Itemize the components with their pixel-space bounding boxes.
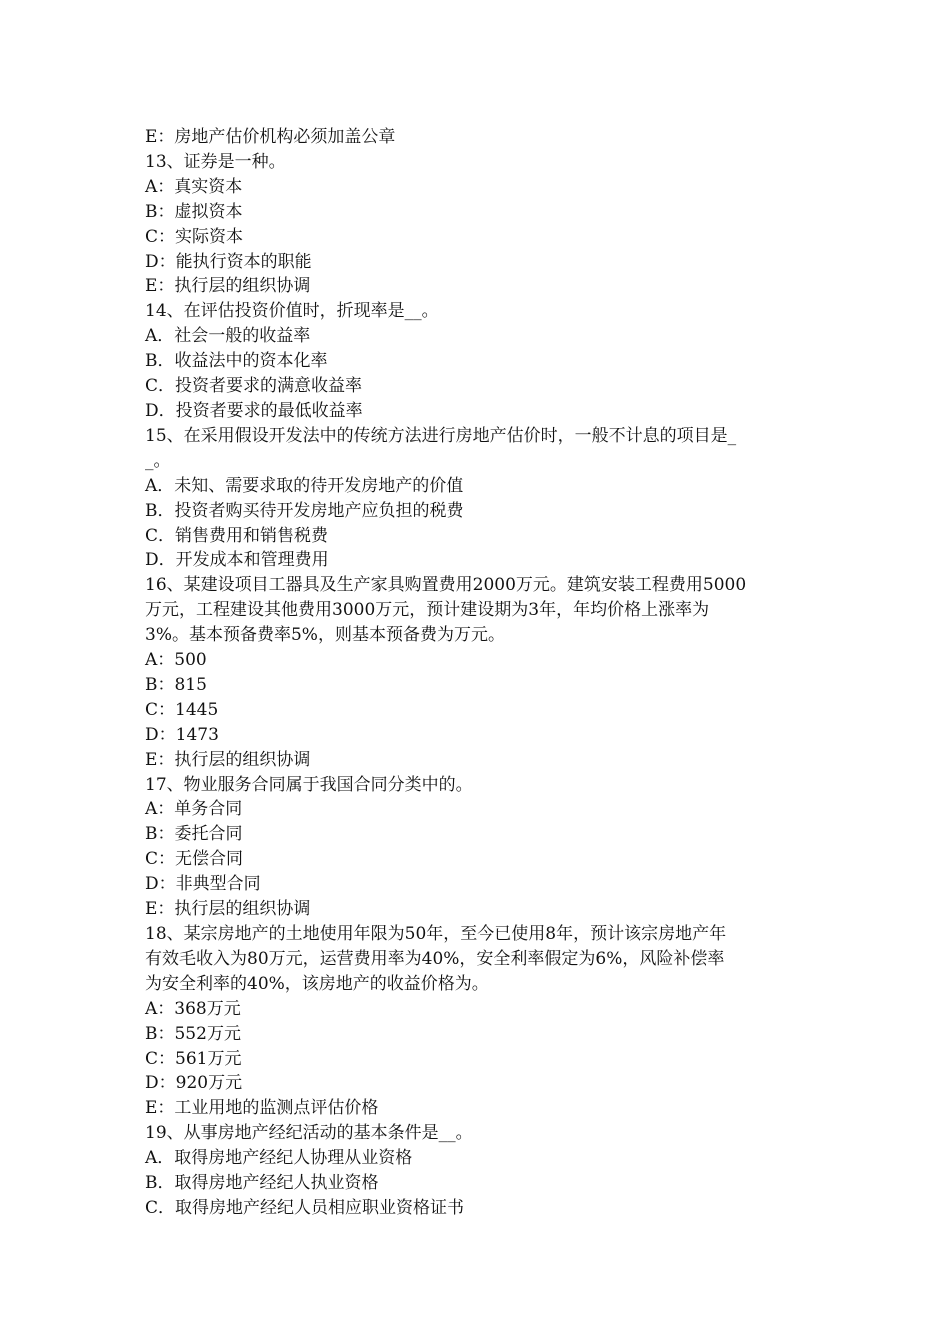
option-line: C：无偿合同 bbox=[145, 849, 244, 870]
question-line: 18、某宗房地产的土地使用年限为50年，至今已使用8年，预计该宗房地产年 bbox=[145, 924, 727, 944]
option-line: A：单务合同 bbox=[145, 799, 243, 820]
question-line: 万元，工程建设其他费用3000万元，预计建设期为3年，年均价格上涨率为 bbox=[145, 600, 710, 621]
option-line: E：执行层的组织协调 bbox=[145, 899, 311, 920]
option-line: B：815 bbox=[145, 674, 207, 695]
option-line: A．取得房地产经纪人协理从业资格 bbox=[145, 1148, 413, 1169]
option-line: A．未知、需要求取的待开发房地产的价值 bbox=[145, 475, 464, 496]
option-line: C．投资者要求的满意收益率 bbox=[145, 376, 363, 397]
option-line: C：1445 bbox=[145, 699, 219, 720]
question-line: 16、某建设项目工器具及生产家具购置费用2000万元。建筑安装工程费用5000 bbox=[145, 575, 747, 596]
document-page bbox=[145, 125, 815, 1221]
option-line: C：561万元 bbox=[145, 1048, 242, 1069]
option-line: A：368万元 bbox=[145, 998, 241, 1019]
question-line: 17、物业服务合同属于我国合同分类中的。 bbox=[145, 774, 473, 795]
option-line: D：能执行资本的职能 bbox=[145, 251, 312, 272]
option-line: D．开发成本和管理费用 bbox=[145, 550, 329, 571]
option-line: E：工业用地的监测点评估价格 bbox=[145, 1098, 379, 1119]
option-line: D：1473 bbox=[145, 724, 219, 745]
question-line: 有效毛收入为80万元，运营费用率为40%，安全利率假定为6%，风险补偿率 bbox=[145, 948, 725, 969]
question-line: 3%。基本预备费率5%，则基本预备费为万元。 bbox=[145, 625, 505, 646]
question-line: 为安全利率的40%，该房地产的收益价格为。 bbox=[145, 973, 489, 994]
question-line: 19、从事房地产经纪活动的基本条件是__。 bbox=[145, 1123, 473, 1144]
option-line: B．收益法中的资本化率 bbox=[145, 351, 328, 372]
question-line: 14、在评估投资价值时，折现率是__。 bbox=[145, 301, 439, 322]
option-line: B．投资者购买待开发房地产应负担的税费 bbox=[145, 500, 464, 521]
option-line: D．投资者要求的最低收益率 bbox=[145, 400, 363, 421]
option-line: B．取得房地产经纪人执业资格 bbox=[145, 1173, 379, 1194]
option-line: D：920万元 bbox=[145, 1073, 243, 1094]
question-line: 13、证券是一种。 bbox=[145, 151, 286, 172]
option-line: C．取得房地产经纪人员相应职业资格证书 bbox=[145, 1197, 465, 1218]
option-line: E：执行层的组织协调 bbox=[145, 749, 311, 770]
option-line: B：虚拟资本 bbox=[145, 201, 243, 222]
question-line: 15、在采用假设开发法中的传统方法进行房地产估价时，一般不计息的项目是_ bbox=[145, 425, 737, 446]
option-line: E：房地产估价机构必须加盖公章 bbox=[145, 127, 396, 147]
option-line: A：真实资本 bbox=[145, 176, 243, 197]
option-line: A．社会一般的收益率 bbox=[145, 326, 311, 347]
option-line: A：500 bbox=[145, 650, 207, 671]
option-line: C．销售费用和销售税费 bbox=[145, 525, 329, 546]
option-line: E：执行层的组织协调 bbox=[145, 276, 311, 297]
option-line: B：委托合同 bbox=[145, 824, 243, 845]
option-line: C：实际资本 bbox=[145, 226, 244, 247]
option-line: D：非典型合同 bbox=[145, 874, 261, 895]
option-line: B：552万元 bbox=[145, 1023, 241, 1044]
question-line: _。 bbox=[145, 450, 171, 471]
